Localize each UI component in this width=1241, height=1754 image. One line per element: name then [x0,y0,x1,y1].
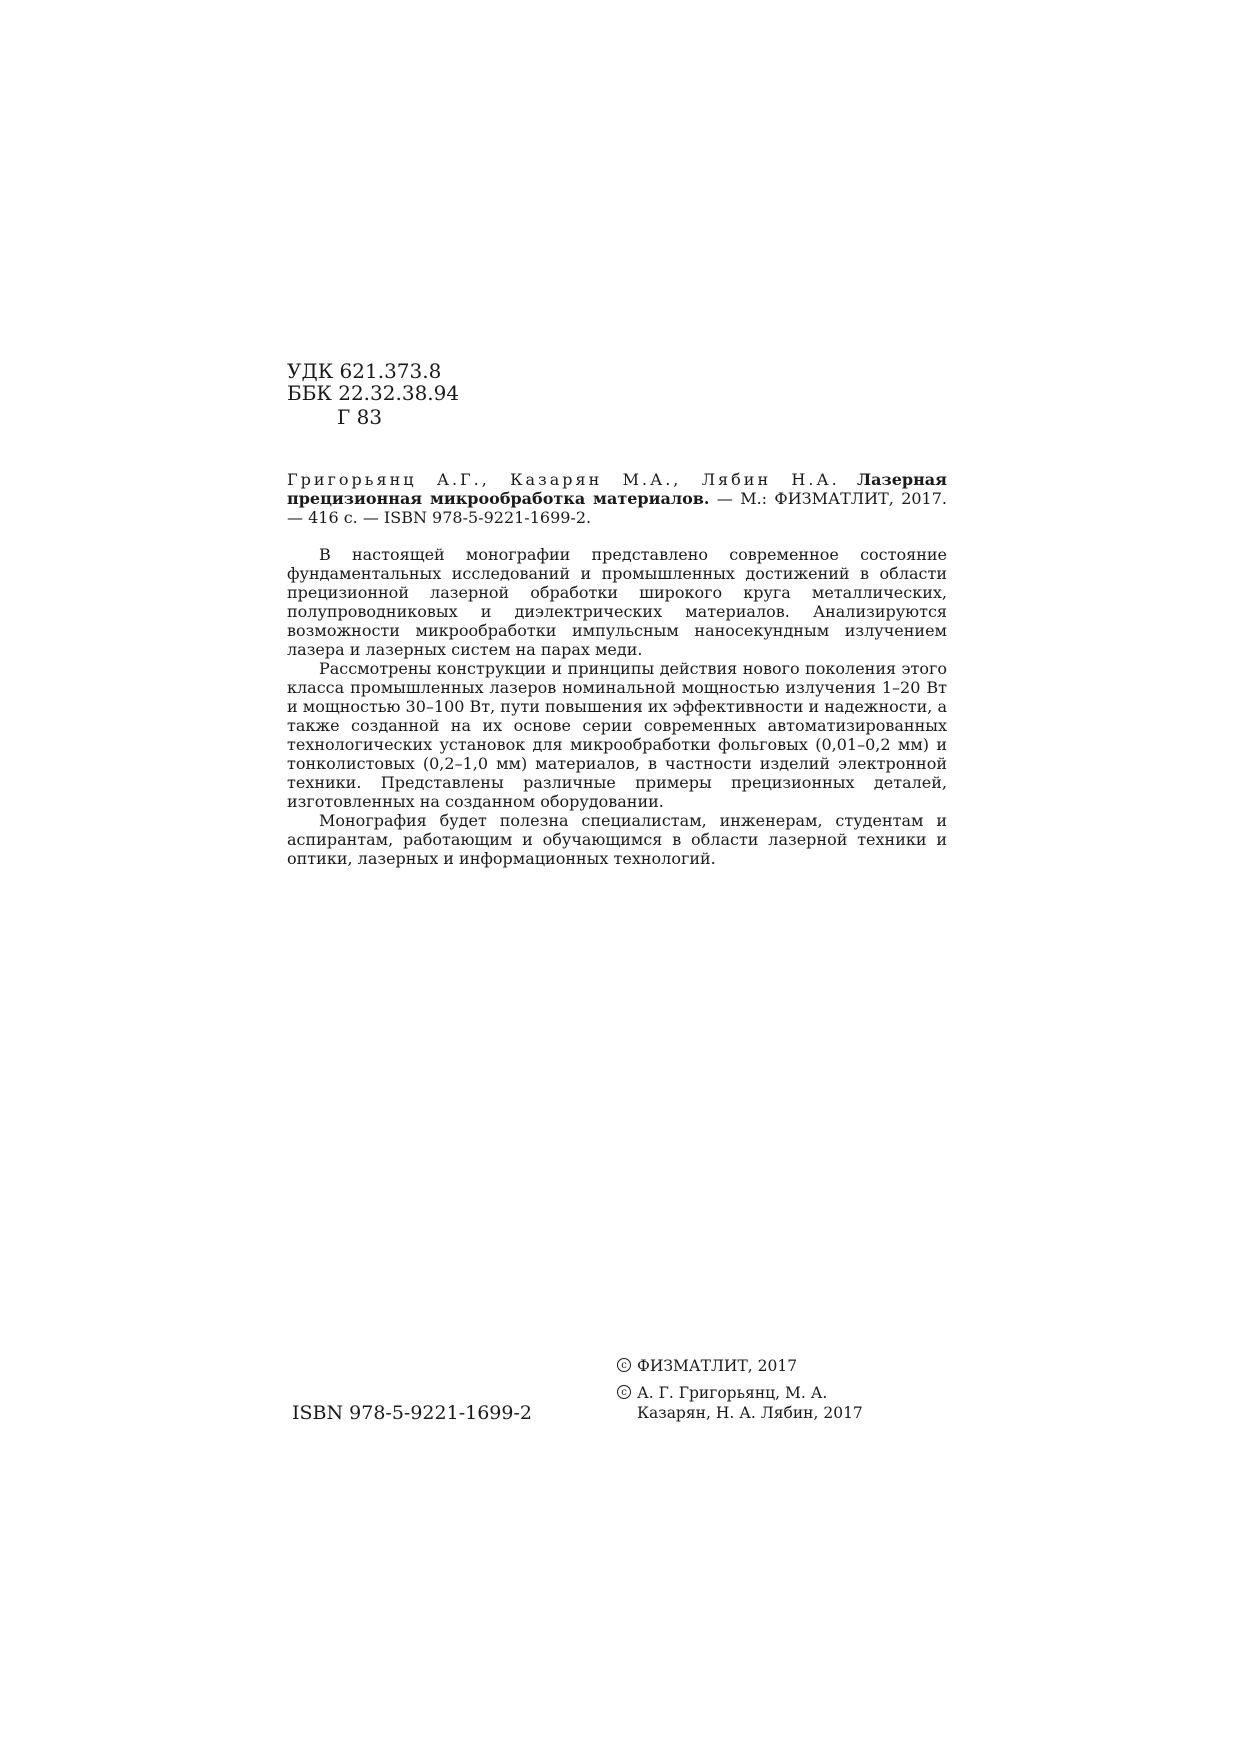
copyright-icon: c [617,1385,631,1399]
bbk-code: ББК 22.32.38.94 [287,381,460,405]
udk-code: УДК 621.373.8 [287,359,442,383]
record-authors: Григорьянц А.Г., Казарян М.А., Лябин Н.А. [287,470,840,489]
copyright-entry [617,1356,897,1376]
record-title: Лазерная прецизионная микрообработка материалов. [287,470,947,508]
classification-codes [287,360,459,428]
abstract [287,545,947,868]
isbn-number: ISBN 978-5-9221-1699-2 [292,1402,532,1424]
copyright-text: ФИЗМАТЛИТ, 2017 [637,1357,798,1375]
copyright-block [617,1356,897,1430]
copyright-icon: c [617,1358,631,1372]
copyright-text: А. Г. Григорьянц, М. А. Казарян, Н. А. Лябин, 2017 [637,1384,863,1422]
abstract-paragraph: В настоящей монографии представлено современное состояние фундаментальных исследований и промышленных достижений в области прецизионной лазерной обработки широкого круга металлических, полупроводниковых и диэлектрических материалов. Анализируются возможности микрообработки импульсным наносекундным излучением лазера и лазерных систем на парах меди. [287,545,947,659]
abstract-paragraph: Монография будет полезна специалистам, инженерам, студентам и аспирантам, работающим и обучающимся в области лазерной техники и оптики, лазерных и информационных технологий. [287,811,947,868]
author-mark: Г 83 [337,405,383,429]
bibliographic-record [287,470,947,527]
copyright-entry [617,1383,897,1423]
record-imprint: — М.: ФИЗМАТЛИТ, 2017. — 416 с. — ISBN 978-5-9221-1699-2. [287,489,947,527]
abstract-paragraph: Рассмотрены конструкции и принципы действия нового поколения этого класса промышленных лазеров номинальной мощностью излучения 1–20 Вт и мощностью 30–100 Вт, пути повышения их эффективности и надежности, а также созданной на их основе серии современных автоматизированных технологических установок для микрообработки фольговых (0,01–0,2 мм) и тонколистовых (0,2–1,0 мм) материалов, в частности изделий электронной техники. Представлены различные примеры прецизионных деталей, изготовленных на созданном оборудовании. [287,659,947,811]
